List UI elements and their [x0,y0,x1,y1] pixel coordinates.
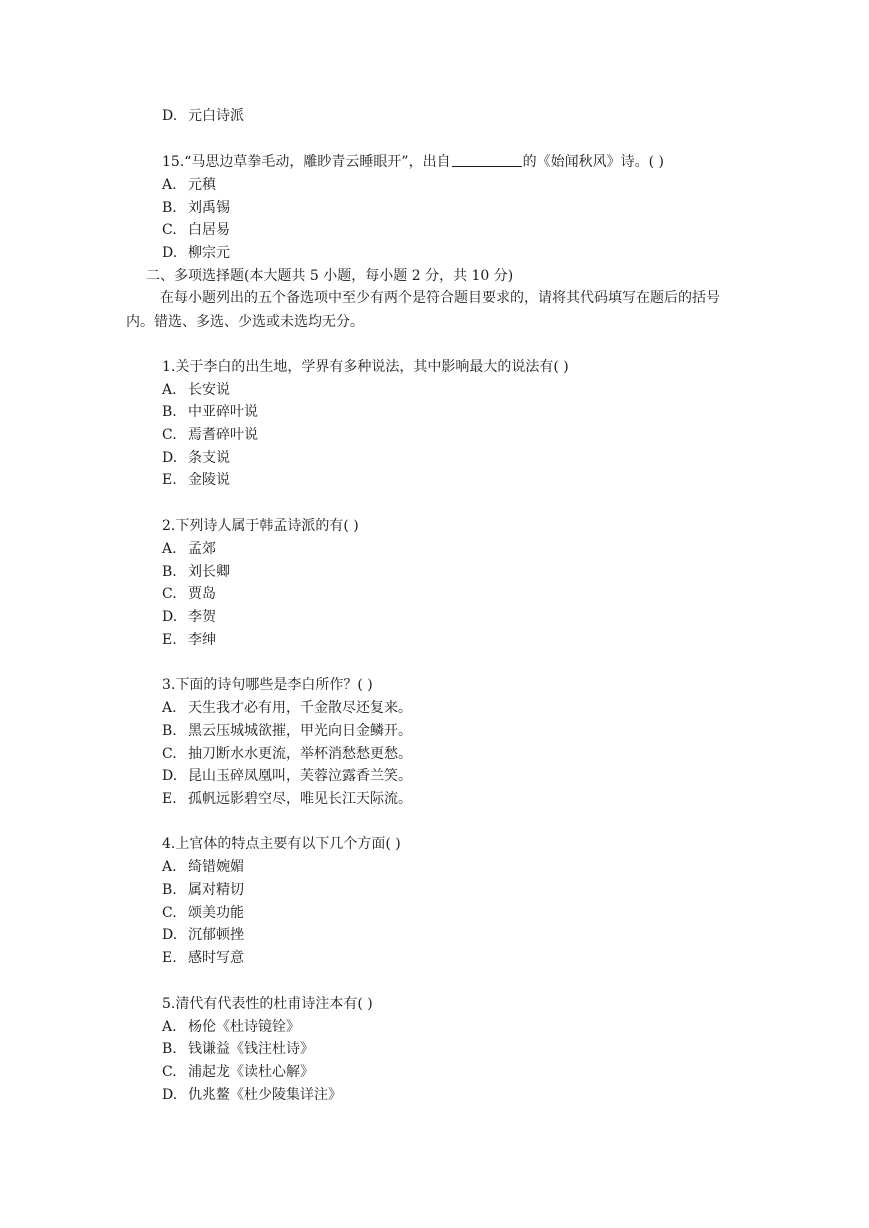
question-5-option-d [162,1085,342,1105]
option-letter: B. [162,882,177,898]
question-1-option-b [162,402,258,422]
question-number: 5. [162,996,176,1012]
question-number: 3. [162,677,176,693]
q15-stem [162,152,664,172]
option-text: 属对精切 [188,882,244,898]
question-number: 4. [162,836,176,852]
option-letter: D. [162,927,178,943]
question-1-stem [162,357,569,377]
option-text: 杨伦《杜诗镜铨》 [188,1019,300,1035]
option-letter: A. [162,859,177,875]
option-letter: E. [162,950,177,966]
question-2-option-e [162,630,216,650]
option-text: 颂美功能 [188,905,244,921]
question-2-option-b [162,562,230,582]
question-3-option-a [162,698,412,718]
question-1-option-d [162,448,230,468]
option-letter: C. [162,586,177,602]
option-letter: A. [162,177,177,193]
option-letter: B. [162,564,177,580]
question-2-option-d [162,607,216,627]
option-text: 李贺 [188,609,216,625]
option-text: 贾岛 [188,586,216,602]
option-letter: D. [162,245,178,261]
option-letter: E. [162,632,177,648]
section-instructions: 在每小题列出的五个备选项中至少有两个是符合题目要求的，请将其代码填写在题后的括号内。错选、多选、少选或未选均无分。 [126,290,720,330]
question-1-option-e [162,470,230,490]
option-letter: C. [162,746,177,762]
option-text: 浦起龙《读杜心解》 [188,1064,314,1080]
question-4-option-a [162,857,244,877]
option-text: 刘禹锡 [188,200,230,216]
question-number: 1. [162,359,176,375]
option-letter: B. [162,1041,177,1057]
option-text: 仇兆鳌《杜少陵集详注》 [188,1087,342,1103]
question-number: 15. [162,154,185,170]
option-text: 昆山玉碎凤凰叫，芙蓉泣露香兰笑。 [188,768,412,784]
option-letter: A. [162,1019,177,1035]
question-3-option-c [162,744,412,764]
question-5-option-c [162,1062,314,1082]
option-letter: B. [162,200,177,216]
question-3-option-b [162,721,412,741]
option-text: 沉郁顿挫 [188,927,244,943]
option-letter: E. [162,791,177,807]
option-text: 抽刀断水水更流，举杯消愁愁更愁。 [188,746,412,762]
option-text: 元白诗派 [188,108,244,124]
q14-option-d [162,106,244,126]
q15-option-c [162,220,230,240]
option-text: 长安说 [188,382,230,398]
option-text: 钱谦益《钱注杜诗》 [188,1041,314,1057]
question-5-stem [162,994,373,1014]
question-stem: 下列诗人属于韩孟诗派的有( ) [175,518,359,534]
option-letter: D. [162,609,178,625]
question-3-stem [162,675,373,695]
option-text: 感时写意 [188,950,244,966]
question-3-option-e [162,789,412,809]
question-stem: 下面的诗句哪些是李白所作？( ) [175,677,373,693]
question-stem: 关于李白的出生地，学界有多种说法，其中影响最大的说法有( ) [175,359,569,375]
option-text: 李绅 [188,632,216,648]
option-letter: D. [162,108,178,124]
option-letter: B. [162,404,177,420]
option-text: 天生我才必有用，千金散尽还复来。 [188,700,412,716]
section-heading: 二、多项选择题(本大题共 5 小题，每小题 2 分，共 10 分) [146,268,514,284]
option-text: 孟郊 [188,541,216,557]
option-letter: E. [162,472,177,488]
option-text: 金陵说 [188,472,230,488]
option-letter: C. [162,1064,177,1080]
question-1-option-a [162,380,230,400]
option-letter: A. [162,382,177,398]
question-stem: 上官体的特点主要有以下几个方面( ) [175,836,401,852]
question-5-option-a [162,1017,300,1037]
question-4-option-d [162,925,244,945]
option-letter: C. [162,427,177,443]
option-letter: B. [162,723,177,739]
option-letter: A. [162,700,177,716]
option-letter: C. [162,222,177,238]
question-1-option-c [162,425,258,445]
q15-option-a [162,175,216,195]
option-letter: C. [162,905,177,921]
q15-option-b [162,198,230,218]
option-text: 焉耆碎叶说 [188,427,258,443]
option-text: 绮错婉媚 [188,859,244,875]
question-stem-part2: 的《始闻秋风》诗。( ) [522,154,664,170]
question-3-option-d [162,766,412,786]
option-text: 白居易 [188,222,230,238]
option-text: 孤帆远影碧空尽，唯见长江天际流。 [188,791,412,807]
option-text: 柳宗元 [188,245,230,261]
question-4-option-c [162,903,244,923]
question-5-option-b [162,1039,314,1059]
question-4-option-b [162,880,244,900]
q15-option-d [162,243,230,263]
option-letter: D. [162,1087,178,1103]
option-text: 条支说 [188,450,230,466]
question-2-option-c [162,584,216,604]
question-stem: 清代有代表性的杜甫诗注本有( ) [175,996,373,1012]
fill-in-blank [452,152,522,167]
option-text: 刘长卿 [188,564,230,580]
question-number: 2. [162,518,176,534]
option-text: 中亚碎叶说 [188,404,258,420]
question-2-option-a [162,539,216,559]
option-letter: A. [162,541,177,557]
option-letter: D. [162,450,178,466]
option-text: 黑云压城城欲摧，甲光向日金鳞开。 [188,723,412,739]
option-letter: D. [162,768,178,784]
question-4-option-e [162,948,244,968]
question-4-stem [162,834,401,854]
option-text: 元稹 [188,177,216,193]
question-2-stem [162,516,359,536]
question-stem-part1: “马思边草拳毛动，雕眇青云睡眼开”，出自 [184,154,451,170]
